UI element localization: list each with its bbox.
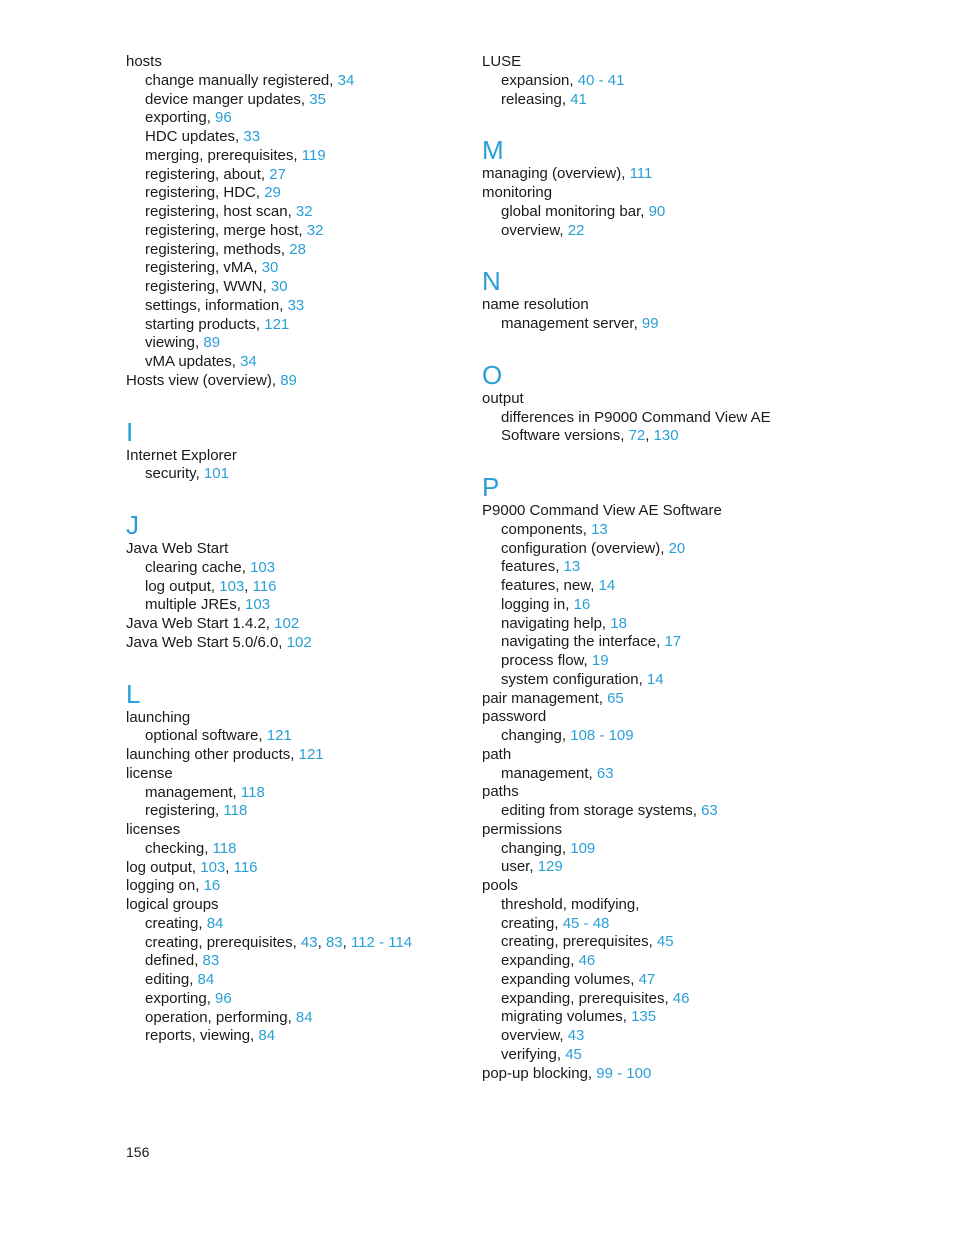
page-link[interactable]: 34 bbox=[240, 353, 257, 370]
index-subentry bbox=[126, 578, 466, 597]
index-subentry bbox=[126, 203, 466, 222]
index-subentry bbox=[126, 727, 466, 746]
index-subentry bbox=[126, 990, 466, 1009]
index-term: license bbox=[126, 764, 173, 782]
page-link[interactable]: 43 bbox=[300, 933, 318, 951]
page-link[interactable]: 19 bbox=[591, 652, 609, 669]
page-link[interactable]: 103 bbox=[219, 577, 245, 595]
page-link[interactable]: 40 - 41 bbox=[577, 71, 625, 89]
index-entry bbox=[126, 709, 466, 728]
page-link[interactable]: 63 bbox=[701, 802, 718, 819]
index-subentry bbox=[482, 1027, 902, 1046]
page-link[interactable]: 16 bbox=[573, 595, 591, 613]
index-term: creating, bbox=[501, 914, 563, 932]
index-subentry bbox=[482, 521, 902, 540]
page-link[interactable]: 72 bbox=[628, 427, 646, 445]
page-link[interactable]: 111 bbox=[629, 165, 653, 183]
index-entry bbox=[482, 877, 902, 896]
index-term: pools bbox=[482, 877, 518, 894]
page-link[interactable]: 65 bbox=[607, 689, 624, 707]
index-term: defined, bbox=[145, 952, 203, 970]
index-term: expanding, bbox=[501, 952, 579, 969]
page-separator: , bbox=[244, 577, 253, 595]
page-link[interactable]: 30 bbox=[261, 259, 279, 277]
index-term: output bbox=[482, 389, 524, 407]
index-subentry bbox=[126, 915, 466, 934]
index-subentry bbox=[482, 427, 902, 446]
page-link[interactable]: 121 bbox=[298, 746, 324, 763]
index-term: registering, WWN, bbox=[145, 278, 271, 295]
page-link[interactable]: 118 bbox=[223, 802, 248, 820]
page-link[interactable]: 84 bbox=[258, 1027, 276, 1045]
page-link[interactable]: 108 - 109 bbox=[570, 727, 634, 744]
index-term: password bbox=[482, 708, 547, 726]
index-subentry bbox=[126, 147, 466, 166]
page-link[interactable]: 89 bbox=[280, 371, 297, 389]
index-term: exporting, bbox=[145, 989, 216, 1007]
index-subentry bbox=[126, 353, 466, 372]
index-term: Java Web Start 5.0/6.0, bbox=[126, 633, 287, 651]
page-link[interactable]: 118 bbox=[240, 783, 265, 801]
index-term: Internet Explorer bbox=[126, 446, 237, 464]
page-number: 156 bbox=[126, 1144, 150, 1160]
index-subentry bbox=[126, 465, 466, 484]
index-subentry bbox=[126, 596, 466, 615]
index-term: permissions bbox=[482, 820, 563, 838]
index-term: starting products, bbox=[145, 315, 265, 333]
page-link[interactable]: 13 bbox=[563, 558, 581, 576]
index-subentry bbox=[126, 259, 466, 278]
index-term: HDC updates, bbox=[145, 128, 244, 145]
index-term: operation, performing, bbox=[145, 1008, 296, 1026]
index-entry bbox=[482, 1065, 902, 1084]
index-subentry bbox=[126, 222, 466, 241]
page-link[interactable]: 32 bbox=[306, 221, 324, 239]
page-link[interactable]: 96 bbox=[215, 109, 232, 127]
index-term: log output, bbox=[145, 577, 220, 595]
index-term: LUSE bbox=[482, 53, 522, 70]
index-term: change manually registered, bbox=[145, 71, 338, 89]
index-term: releasing, bbox=[501, 90, 571, 108]
index-term: user, bbox=[501, 858, 538, 876]
index-term: managing (overview), bbox=[482, 165, 630, 183]
index-subentry bbox=[482, 971, 902, 990]
index-subentry bbox=[482, 915, 902, 934]
index-subentry bbox=[482, 615, 902, 634]
index-entry bbox=[126, 896, 466, 915]
page-link[interactable]: 27 bbox=[269, 165, 286, 183]
index-term: features, new, bbox=[501, 577, 599, 594]
index-subentry bbox=[126, 184, 466, 203]
page-link[interactable]: 30 bbox=[270, 278, 288, 295]
index-term: checking, bbox=[145, 839, 213, 857]
index-term: management server, bbox=[501, 315, 642, 332]
index-term: overview, bbox=[501, 221, 568, 239]
index-subentry bbox=[482, 72, 902, 91]
page-link[interactable]: 84 bbox=[197, 971, 215, 988]
index-letter-heading: J bbox=[126, 510, 139, 540]
index-term: viewing, bbox=[145, 334, 204, 352]
page-link[interactable]: 29 bbox=[264, 184, 281, 202]
page-link[interactable]: 63 bbox=[596, 764, 614, 782]
index-term: threshold, modifying, bbox=[501, 895, 640, 913]
index-subentry bbox=[482, 952, 902, 971]
page-link[interactable]: 47 bbox=[638, 970, 656, 988]
index-subentry bbox=[126, 241, 466, 260]
index-entry bbox=[126, 859, 466, 878]
page-separator: , bbox=[317, 933, 326, 951]
index-entry bbox=[126, 447, 466, 466]
index-term: vMA updates, bbox=[145, 353, 241, 370]
index-subentry bbox=[126, 784, 466, 803]
page-link[interactable]: 45 bbox=[656, 933, 674, 951]
index-subentry bbox=[482, 990, 902, 1009]
index-term: exporting, bbox=[145, 109, 216, 127]
page-link[interactable]: 101 bbox=[203, 465, 229, 483]
page-link[interactable]: 103 bbox=[245, 596, 271, 614]
page-link[interactable]: 43 bbox=[567, 1027, 585, 1044]
index-entry bbox=[482, 708, 902, 727]
index-column-right bbox=[482, 53, 902, 1083]
page-link[interactable]: 99 bbox=[641, 315, 659, 332]
page-link[interactable]: 121 bbox=[264, 315, 290, 333]
page-link[interactable]: 109 bbox=[570, 839, 596, 857]
page-link[interactable]: 116 bbox=[233, 858, 258, 876]
index-term: monitoring bbox=[482, 184, 553, 201]
index-term: Java Web Start 1.4.2, bbox=[126, 615, 275, 632]
index-term: hosts bbox=[126, 53, 162, 70]
index-entry bbox=[126, 372, 466, 391]
page-separator: , bbox=[342, 933, 351, 951]
index-term: logical groups bbox=[126, 896, 219, 913]
page-link[interactable]: 32 bbox=[295, 203, 313, 220]
index-subentry bbox=[126, 91, 466, 110]
index-term: management, bbox=[501, 764, 597, 782]
index-term: navigating the interface, bbox=[501, 633, 665, 651]
index-term: licenses bbox=[126, 821, 181, 838]
index-subentry bbox=[482, 91, 902, 110]
index-entry bbox=[126, 53, 466, 72]
index-subentry bbox=[126, 109, 466, 128]
page-link[interactable]: 119 bbox=[301, 146, 326, 164]
index-subentry bbox=[482, 933, 902, 952]
index-term: registering, vMA, bbox=[145, 259, 262, 277]
index-subentry bbox=[126, 316, 466, 335]
page-link[interactable]: 84 bbox=[206, 914, 224, 932]
index-subentry bbox=[126, 297, 466, 316]
index-subentry bbox=[126, 128, 466, 147]
index-term: changing, bbox=[501, 839, 571, 857]
index-subentry bbox=[126, 334, 466, 353]
index-subentry bbox=[482, 1046, 902, 1065]
index-entry bbox=[482, 296, 902, 315]
index-term: editing from storage systems, bbox=[501, 802, 702, 819]
page-link[interactable]: 102 bbox=[274, 615, 300, 632]
index-term: system configuration, bbox=[501, 670, 647, 688]
index-entry bbox=[126, 634, 466, 653]
index-term: name resolution bbox=[482, 296, 589, 314]
index-entry bbox=[126, 746, 466, 765]
index-subentry bbox=[482, 633, 902, 652]
index-column-left bbox=[126, 53, 466, 1046]
index-term: paths bbox=[482, 783, 519, 801]
index-entry bbox=[482, 746, 902, 765]
index-term: multiple JREs, bbox=[145, 596, 246, 614]
page-link[interactable]: 33 bbox=[287, 296, 305, 314]
page-link[interactable]: 45 bbox=[565, 1045, 582, 1063]
index-subentry bbox=[482, 596, 902, 615]
page-link[interactable]: 96 bbox=[215, 989, 232, 1007]
index-term: P9000 Command View AE Software bbox=[482, 502, 722, 519]
index-subentry bbox=[482, 727, 902, 746]
index-entry bbox=[126, 821, 466, 840]
index-term: differences in P9000 Command View AE bbox=[501, 408, 771, 426]
index-entry bbox=[126, 765, 466, 784]
index-subentry bbox=[482, 802, 902, 821]
index-term: logging on, bbox=[126, 877, 204, 895]
index-term: features, bbox=[501, 558, 564, 576]
index-term: management, bbox=[145, 783, 241, 801]
index-subentry bbox=[482, 558, 902, 577]
index-entry bbox=[126, 615, 466, 634]
index-subentry bbox=[126, 1009, 466, 1028]
index-term: security, bbox=[145, 465, 204, 483]
page-link[interactable]: 84 bbox=[295, 1008, 313, 1026]
index-term: migrating volumes, bbox=[501, 1008, 632, 1026]
index-subentry bbox=[482, 858, 902, 877]
index-term: creating, prerequisites, bbox=[501, 933, 657, 951]
index-term: navigating help, bbox=[501, 614, 611, 632]
index-term: editing, bbox=[145, 971, 198, 988]
index-subentry bbox=[126, 72, 466, 91]
index-subentry bbox=[482, 577, 902, 596]
index-term: logging in, bbox=[501, 595, 574, 613]
index-term: path bbox=[482, 745, 512, 763]
index-entry bbox=[482, 783, 902, 802]
index-letter-heading: P bbox=[482, 472, 500, 502]
index-subentry bbox=[482, 652, 902, 671]
index-subentry bbox=[126, 840, 466, 859]
index-subentry bbox=[126, 802, 466, 821]
page-link[interactable]: 90 bbox=[648, 202, 666, 220]
index-subentry bbox=[126, 1027, 466, 1046]
index-subentry bbox=[482, 896, 902, 915]
page-link[interactable]: 35 bbox=[309, 90, 326, 108]
page-link[interactable]: 103 bbox=[250, 558, 276, 576]
page-link[interactable]: 102 bbox=[286, 633, 312, 651]
index-term: creating, bbox=[145, 914, 207, 932]
index-term: registering, about, bbox=[145, 165, 270, 183]
index-subentry bbox=[482, 671, 902, 690]
index-term: expanding, prerequisites, bbox=[501, 989, 673, 1007]
index-term: process flow, bbox=[501, 652, 592, 669]
index-subentry bbox=[482, 203, 902, 222]
index-entry bbox=[126, 877, 466, 896]
page-link[interactable]: 112 - 114 bbox=[350, 933, 413, 951]
index-letter-heading: L bbox=[126, 678, 141, 709]
index-term: changing, bbox=[501, 727, 571, 744]
index-entry bbox=[482, 165, 902, 184]
index-entry bbox=[482, 502, 902, 521]
index-term: launching other products, bbox=[126, 746, 299, 763]
index-subentry bbox=[126, 971, 466, 990]
index-subentry bbox=[482, 540, 902, 559]
page-link[interactable]: 46 bbox=[578, 952, 596, 969]
page-link[interactable]: 99 - 100 bbox=[596, 1064, 652, 1082]
index-subentry bbox=[482, 315, 902, 334]
index-term: expansion, bbox=[501, 71, 578, 89]
index-entry bbox=[482, 390, 902, 409]
page-link[interactable]: 33 bbox=[243, 128, 261, 145]
index-term: clearing cache, bbox=[145, 558, 251, 576]
page-link[interactable]: 83 bbox=[202, 952, 220, 970]
index-term: verifying, bbox=[501, 1045, 566, 1063]
index-term: device manger updates, bbox=[145, 90, 310, 108]
index-term: registering, merge host, bbox=[145, 221, 307, 239]
index-term: overview, bbox=[501, 1027, 568, 1044]
index-term: registering, methods, bbox=[145, 240, 290, 258]
index-term: components, bbox=[501, 520, 592, 538]
index-term: configuration (overview), bbox=[501, 539, 669, 557]
index-subentry bbox=[482, 1008, 902, 1027]
index-entry bbox=[482, 184, 902, 203]
index-subentry bbox=[482, 765, 902, 784]
index-term: Hosts view (overview), bbox=[126, 371, 281, 389]
page-link[interactable]: 20 bbox=[668, 539, 686, 557]
page-link[interactable]: 103 bbox=[200, 858, 226, 876]
page-link[interactable]: 18 bbox=[610, 614, 627, 632]
index-term: registering, host scan, bbox=[145, 203, 296, 220]
index-term: global monitoring bar, bbox=[501, 202, 649, 220]
page-link[interactable]: 17 bbox=[664, 633, 682, 651]
index-term: reports, viewing, bbox=[145, 1027, 259, 1045]
page-link[interactable]: 22 bbox=[567, 221, 585, 239]
index-term: pair management, bbox=[482, 689, 608, 707]
index-subentry bbox=[126, 278, 466, 297]
page-link[interactable]: 89 bbox=[203, 334, 221, 352]
index-term: registering, bbox=[145, 802, 224, 820]
page-link[interactable]: 14 bbox=[598, 577, 616, 594]
index-entry bbox=[482, 821, 902, 840]
index-entry bbox=[482, 53, 902, 72]
page-link[interactable]: 129 bbox=[537, 858, 563, 876]
index-term: pop-up blocking, bbox=[482, 1064, 597, 1082]
index-term: Java Web Start bbox=[126, 540, 229, 557]
page-separator: , bbox=[225, 858, 234, 876]
page-link[interactable]: 83 bbox=[325, 933, 343, 951]
index-term: Software versions, bbox=[501, 427, 629, 445]
index-term: creating, prerequisites, bbox=[145, 933, 301, 951]
index-term: registering, HDC, bbox=[145, 184, 265, 202]
index-term: launching bbox=[126, 708, 191, 726]
index-subentry bbox=[126, 952, 466, 971]
index-subentry bbox=[482, 840, 902, 859]
index-subentry bbox=[482, 409, 902, 428]
page-link[interactable]: 121 bbox=[266, 727, 292, 745]
index-term: log output, bbox=[126, 858, 201, 876]
page-separator: , bbox=[645, 427, 654, 445]
index-entry bbox=[126, 540, 466, 559]
page-link[interactable]: 28 bbox=[289, 240, 306, 258]
index-term: merging, prerequisites, bbox=[145, 146, 302, 164]
index-letter-heading: I bbox=[126, 416, 134, 447]
page-link[interactable]: 41 bbox=[570, 90, 587, 108]
page-link[interactable]: 118 bbox=[212, 839, 237, 857]
index-term: optional software, bbox=[145, 727, 267, 745]
index-letter-heading: N bbox=[482, 266, 501, 297]
index-subentry bbox=[126, 559, 466, 578]
page-link[interactable]: 45 - 48 bbox=[562, 914, 610, 932]
index-term: settings, information, bbox=[145, 296, 288, 314]
index-subentry bbox=[126, 166, 466, 185]
page-link[interactable]: 46 bbox=[672, 989, 690, 1007]
index-subentry bbox=[126, 934, 466, 953]
page-link[interactable]: 16 bbox=[203, 877, 221, 895]
index-subentry bbox=[482, 222, 902, 241]
page-link[interactable]: 34 bbox=[337, 71, 355, 89]
index-letter-heading: O bbox=[482, 359, 503, 390]
page-link[interactable]: 13 bbox=[591, 520, 608, 538]
index-letter-heading: M bbox=[482, 135, 504, 166]
page-link[interactable]: 14 bbox=[646, 670, 664, 688]
page-link[interactable]: 130 bbox=[653, 427, 679, 445]
page-link[interactable]: 116 bbox=[252, 577, 277, 595]
index-entry bbox=[482, 690, 902, 709]
page-link[interactable]: 135 bbox=[631, 1008, 657, 1026]
index-term: expanding volumes, bbox=[501, 970, 639, 988]
